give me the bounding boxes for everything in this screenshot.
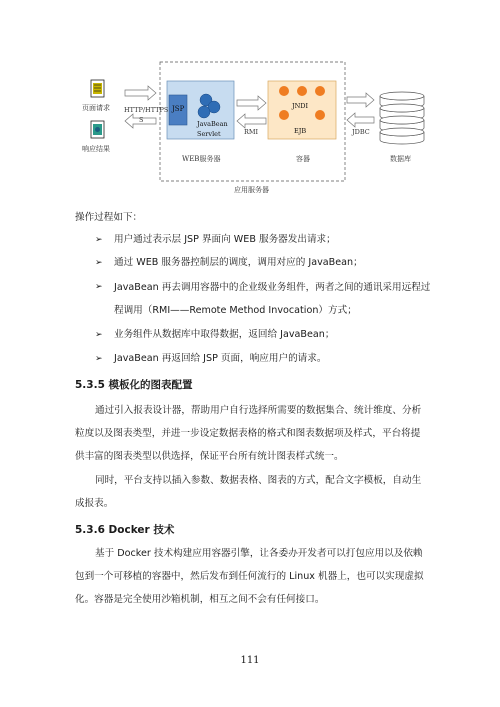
ejb-label: EJB — [294, 127, 307, 135]
rmi-arrow — [237, 96, 266, 128]
jsp-label: JSP — [172, 105, 185, 113]
list-item-text: 业务组件从数据库中取得数据，返回给 JavaBean； — [114, 329, 335, 340]
list-item-text: 用户通过表示层 JSP 界面向 WEB 服务器发出请求； — [114, 234, 336, 245]
page-number: 111 — [240, 655, 260, 666]
list-item-text: JavaBean 再返回给 JSP 页面，响应用户的请求。 — [114, 353, 327, 364]
document-icon — [91, 80, 104, 97]
component-circle — [315, 110, 325, 120]
bullet-marker: ➢ — [95, 330, 103, 340]
database-icon — [380, 92, 424, 144]
component-circle — [315, 86, 325, 96]
section-heading: 5.3.6 Docker 技术 — [75, 524, 175, 536]
section-heading: 5.3.5 模板化的图表配置 — [75, 379, 193, 391]
list-item-text: JavaBean 再去调用容器中的企业级业务组件，两者之间的通讯采用远程过程调用（RMI——Remote Method Invocation）方式； — [114, 282, 431, 316]
bullet-marker: ➢ — [95, 282, 103, 292]
servlet-label: Servlet — [197, 130, 221, 138]
body-paragraph: 基于 Docker 技术构建应用容器引擎，让各委办开发者可以打包应用以及依赖包到一个可移植的容器中，然后发布到任何流行的 Linux 机器上，也可以实现虚拟化。容器是完全使用沙箱机制，相互之间不会有任何接口。 — [75, 548, 424, 605]
list-item-text: 通过 WEB 服务器控制层的调度，调用对应的 JavaBean； — [114, 257, 363, 268]
protocol-label: HTTP/HTTPS — [124, 106, 169, 114]
component-circle — [279, 110, 289, 120]
document-icon — [91, 121, 104, 138]
body-paragraph: 同时，平台支持以插入参数、数据表格、图表的方式，配合文字模板，自动生成报表。 — [75, 475, 422, 509]
bullet-marker: ➢ — [95, 354, 103, 364]
container-caption: 容器 — [296, 155, 310, 163]
component-circle — [279, 86, 289, 96]
jdbc-label: JDBC — [352, 128, 370, 136]
jndi-label: JNDI — [292, 102, 309, 110]
architecture-diagram — [0, 0, 500, 200]
database-caption: 数据库 — [390, 155, 411, 163]
jdbc-arrow — [347, 93, 374, 127]
bullet-marker: ➢ — [95, 235, 103, 245]
response-label: 响应结果 — [82, 145, 110, 153]
intro-text: 操作过程如下： — [75, 212, 143, 223]
bullet-marker: ➢ — [95, 258, 103, 268]
request-label: 页面请求 — [82, 104, 110, 112]
javabean-label: JavaBean — [197, 120, 228, 128]
protocol-label-wrap: S — [139, 116, 144, 124]
web-server-caption: WEB服务器 — [182, 155, 221, 163]
rmi-label: RMI — [244, 128, 259, 136]
body-paragraph: 通过引入报表设计器，帮助用户自行选择所需要的数据集合、统计维度、分析粒度以及图表类型，并进一步设定数据表格的格式和图表数据项及样式，平台将提供丰富的图表类型以供选择，保证平台所有统计图表样式统一。 — [75, 405, 422, 462]
javabean-circle — [198, 106, 210, 118]
component-circle — [297, 86, 307, 96]
app-server-caption: 应用服务器 — [234, 186, 269, 194]
